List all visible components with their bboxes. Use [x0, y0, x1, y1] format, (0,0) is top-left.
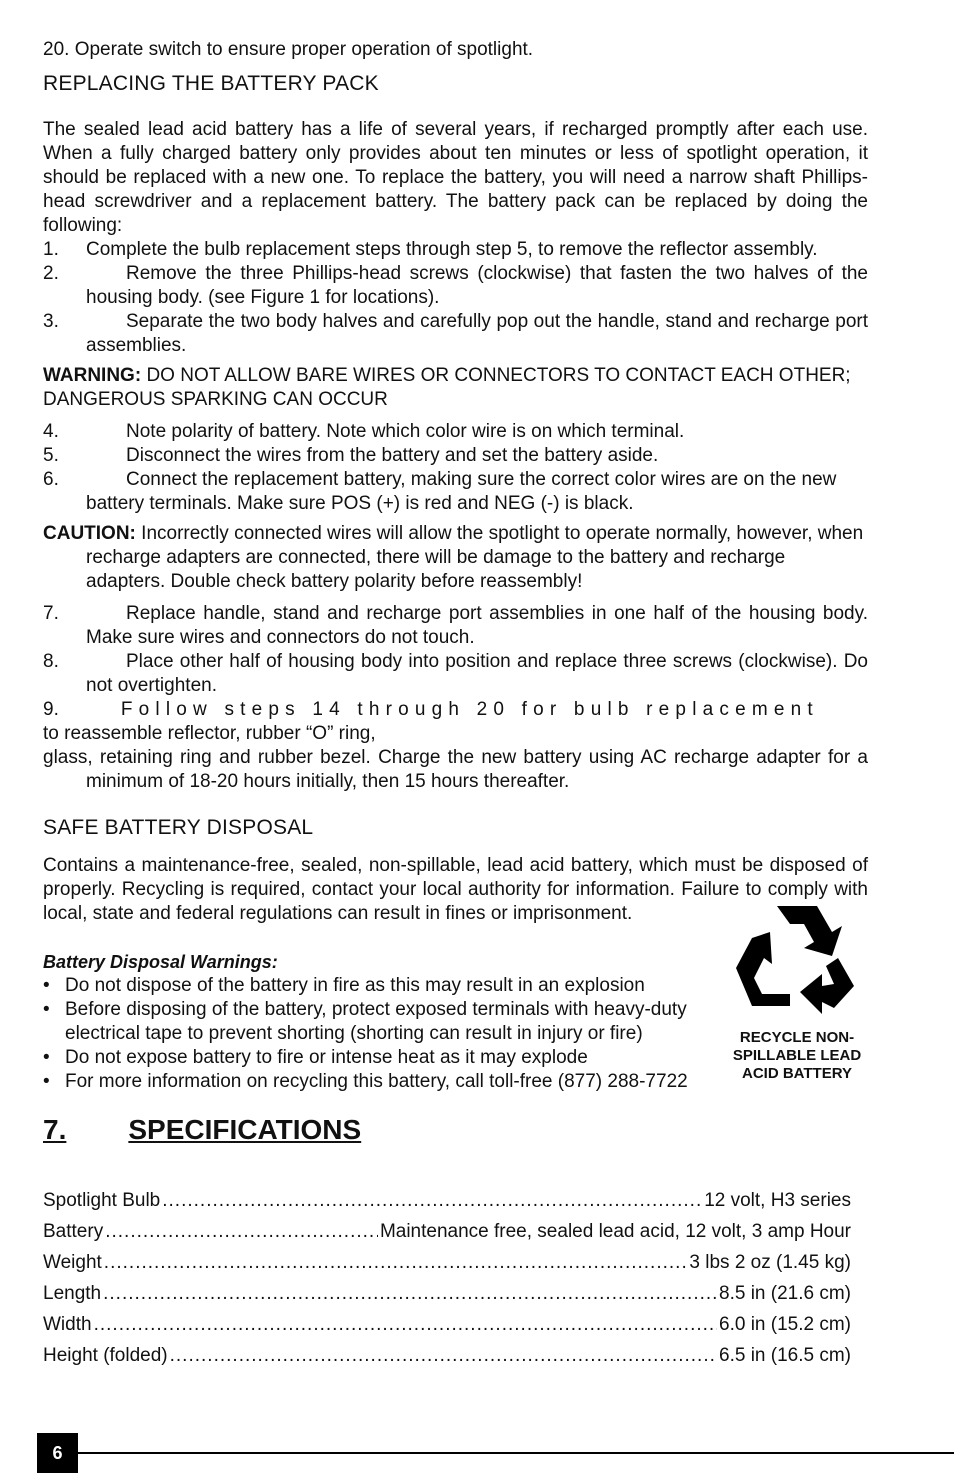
spec-row — [43, 1213, 851, 1244]
steps-group-a — [43, 238, 868, 358]
spec-row — [43, 1275, 851, 1306]
recycle-badge — [722, 898, 872, 1083]
page-number: 6 — [37, 1433, 78, 1473]
step-text: Complete the bulb replacement steps through step 5, to remove the reflector assembly. — [86, 239, 818, 260]
step-text: Follow steps 14 through 20 for bulb replacement — [120, 699, 819, 720]
list-item: • For more information on recycling this battery, call toll-free (877) 288-7722 — [43, 1071, 688, 1092]
spec-row — [43, 1244, 851, 1275]
warnings-list — [43, 974, 723, 1094]
warnings-title: Battery Disposal Warnings: — [43, 952, 278, 972]
step-text: Separate the two body halves and carefully pop out the handle, stand and recharge port assemblies. — [86, 311, 868, 356]
step-number: 1. — [43, 239, 59, 260]
disposal-text: Contains a maintenance-free, sealed, non-spillable, lead acid battery, which must be disposed of properly. Recycling is required, contact your local authority for information. Failure to comply with local, state and federal regulations can result in fines or imprisonment. — [43, 855, 868, 924]
list-item-text: Do not dispose of the battery in fire as this may result in an explosion — [65, 975, 645, 996]
step-item — [43, 262, 868, 310]
section-title: SPECIFICATIONS — [128, 1114, 362, 1145]
spec-label: Width — [43, 1314, 92, 1335]
step-text: Connect the replacement battery, making sure the correct color wires are on the new battery terminals. Make sure POS (+) is red and NEG (-) is black. — [86, 469, 837, 514]
step-item — [43, 420, 868, 444]
spec-label: Battery — [43, 1221, 104, 1242]
steps-group-b — [43, 420, 868, 516]
list-item-text: For more information on recycling this battery, call toll-free (877) 288-7722 — [65, 1071, 688, 1092]
spec-label: Spotlight Bulb — [43, 1190, 161, 1211]
step-20: 20. Operate switch to ensure proper operation of spotlight. — [43, 39, 534, 60]
step-text: Place other half of housing body into position and replace three screws (clockwise). Do not overtighten. — [86, 651, 868, 696]
specifications-list — [43, 1182, 868, 1368]
step-text: Note polarity of battery. Note which color wire is on which terminal. — [126, 421, 685, 442]
step-number: 9. — [43, 699, 59, 720]
caution-text: Incorrectly connected wires will allow the spotlight to operate normally, however, when recharge adapters are connected, there will be damage to the battery and recharge adapters. Double check battery polarity before reassembly! — [86, 523, 864, 592]
spec-row — [43, 1182, 851, 1213]
step-number: 5. — [43, 445, 59, 466]
spec-value: 3 lbs 2 oz (1.45 kg) — [689, 1252, 851, 1273]
spec-row — [43, 1306, 851, 1337]
spec-row — [43, 1337, 851, 1368]
step-9 — [43, 698, 868, 794]
steps-group-c — [43, 602, 868, 698]
footer-rule — [78, 1452, 954, 1454]
step-text: Remove the three Phillips-head screws (clockwise) that fasten the two halves of the housing body. (see Figure 1 for locations). — [86, 263, 868, 308]
manual-page — [43, 38, 868, 1368]
list-item-text: Before disposing of the battery, protect exposed terminals with heavy-duty electrical tape to prevent shorting (shorting can result in injury or fire) — [65, 999, 687, 1044]
caution-label: CAUTION: — [43, 523, 136, 544]
spec-value: Maintenance free, sealed lead acid, 12 volt, 3 amp Hour — [379, 1221, 851, 1242]
spec-value: 8.5 in (21.6 cm) — [719, 1283, 851, 1304]
step-item — [43, 310, 868, 358]
step-number: 8. — [43, 651, 59, 672]
step-number: 7. — [43, 603, 59, 624]
step-9-line-2: to reassemble reflector, rubber “O” ring, — [43, 723, 376, 744]
list-item: • Do not dispose of the battery in fire as this may result in an explosion — [43, 975, 645, 996]
step-9-line-1 — [43, 698, 868, 722]
warning-label: WARNING: — [43, 365, 142, 386]
step-item — [43, 602, 868, 650]
step-item — [43, 444, 868, 468]
warning-text: DO NOT ALLOW BARE WIRES OR CONNECTORS TO CONTACT EACH OTHER; DANGEROUS SPARKING CAN OCCUR — [43, 365, 851, 410]
list-item-text: Do not expose battery to fire or intense heat as it may explode — [65, 1047, 588, 1068]
step-9-line-3: glass, retaining ring and rubber bezel. Charge the new battery using AC recharge adapter for a minimum of 18-20 hours initially, then 15 hours thereafter. — [43, 747, 868, 792]
step-item — [43, 468, 868, 516]
spec-label: Height (folded) — [43, 1345, 168, 1366]
step-text: Disconnect the wires from the battery and set the battery aside. — [126, 445, 659, 466]
step-number: 6. — [43, 469, 59, 490]
replace-heading: REPLACING THE BATTERY PACK — [43, 72, 379, 95]
specifications-heading — [43, 1114, 868, 1145]
disposal-heading: SAFE BATTERY DISPOSAL — [43, 816, 314, 839]
recycle-label: RECYCLE NON-SPILLABLE LEAD ACID BATTERY — [732, 1029, 862, 1082]
spec-value: 6.0 in (15.2 cm) — [719, 1314, 851, 1335]
warning-note — [43, 364, 868, 412]
step-text: Replace handle, stand and recharge port assemblies in one half of the housing body. Make sure wires and connectors do not touch. — [86, 603, 868, 648]
spec-value: 12 volt, H3 series — [704, 1190, 851, 1211]
spec-label: Length — [43, 1283, 102, 1304]
step-number: 4. — [43, 421, 59, 442]
spec-label: Weight — [43, 1252, 102, 1273]
step-item — [43, 238, 868, 262]
replace-intro: The sealed lead acid battery has a life of several years, if recharged promptly after each use. When a fully charged battery only provides about ten minutes or less of spotlight operation, it should be replaced with a new one. To replace the battery, you will need a narrow shaft Phillips-head screwdriver and a replacement battery. The battery pack can be replaced by doing the following: — [43, 119, 868, 236]
step-item — [43, 650, 868, 698]
list-item: • Before disposing of the battery, protect exposed terminals with heavy-duty electrical tape to prevent shorting (shorting can result in injury or fire) — [43, 999, 687, 1044]
caution-note — [43, 522, 868, 594]
recycle-icon — [732, 898, 862, 1018]
section-number: 7. — [43, 1114, 67, 1145]
list-item: • Do not expose battery to fire or intense heat as it may explode — [43, 1047, 588, 1068]
spec-value: 6.5 in (16.5 cm) — [719, 1345, 851, 1366]
step-number: 3. — [43, 311, 59, 332]
step-number: 2. — [43, 263, 59, 284]
